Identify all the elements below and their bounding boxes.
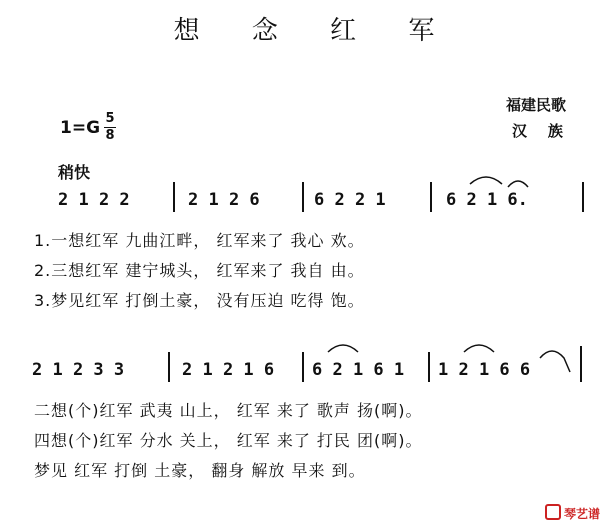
- row2-measure-4: 1 2 1 6 6: [438, 360, 531, 380]
- time-signature: [104, 112, 116, 143]
- lyric-line: 3.梦见红军 打倒土豪， 没有压迫 吃得 饱。: [34, 291, 365, 310]
- fermata-mark: [506, 176, 530, 188]
- song-title: 想 念 红 军: [173, 16, 457, 46]
- time-signature-top: 5: [105, 111, 115, 126]
- lyric-line: 四想(个)红军 分水 关上， 红军 来了 打民 团(啊)。: [34, 431, 423, 450]
- lyric-line: 二想(个)红军 武夷 山上， 红军 来了 歌声 扬(啊)。: [34, 401, 423, 420]
- row1-measure-3: 6 2 2 1: [314, 190, 386, 210]
- time-signature-bottom: 8: [105, 128, 115, 143]
- barline: [302, 182, 304, 212]
- lyric-line: 2.三想红军 建宁城头， 红军来了 我自 由。: [34, 261, 365, 280]
- logo-icon: [545, 504, 561, 520]
- barline: [168, 352, 170, 382]
- barline: [580, 346, 582, 382]
- tempo-marking: 稍快: [58, 163, 91, 182]
- watermark-text: 琴艺谱: [563, 507, 600, 521]
- row2-measure-1: 2 1 2 3 3: [32, 360, 125, 380]
- row1-measure-1: 2 1 2 2: [58, 190, 130, 210]
- watermark-logo: [545, 504, 600, 522]
- key-signature: 1=G: [60, 118, 101, 138]
- lyric-line: 1.一想红军 九曲江畔， 红军来了 我心 欢。: [34, 231, 365, 250]
- slur-mark: [326, 340, 360, 354]
- song-origin: 福建民歌: [506, 96, 567, 114]
- barline: [173, 182, 175, 212]
- row2-measure-2: 2 1 2 1 6: [182, 360, 275, 380]
- lyric-line: 梦见 红军 打倒 土豪， 翻身 解放 早来 到。: [34, 461, 366, 480]
- fermata-mark: [538, 346, 572, 376]
- barline: [430, 182, 432, 212]
- barline: [302, 352, 304, 382]
- row1-measure-2: 2 1 2 6: [188, 190, 260, 210]
- song-ethnicity: 汉 族: [512, 122, 563, 140]
- slur-mark: [468, 172, 504, 186]
- barline: [582, 182, 584, 212]
- row1-measure-4: 6 2 1 6.: [446, 190, 528, 210]
- barline: [428, 352, 430, 382]
- row2-measure-3: 6 2 1 6 1: [312, 360, 405, 380]
- slur-mark: [462, 340, 496, 354]
